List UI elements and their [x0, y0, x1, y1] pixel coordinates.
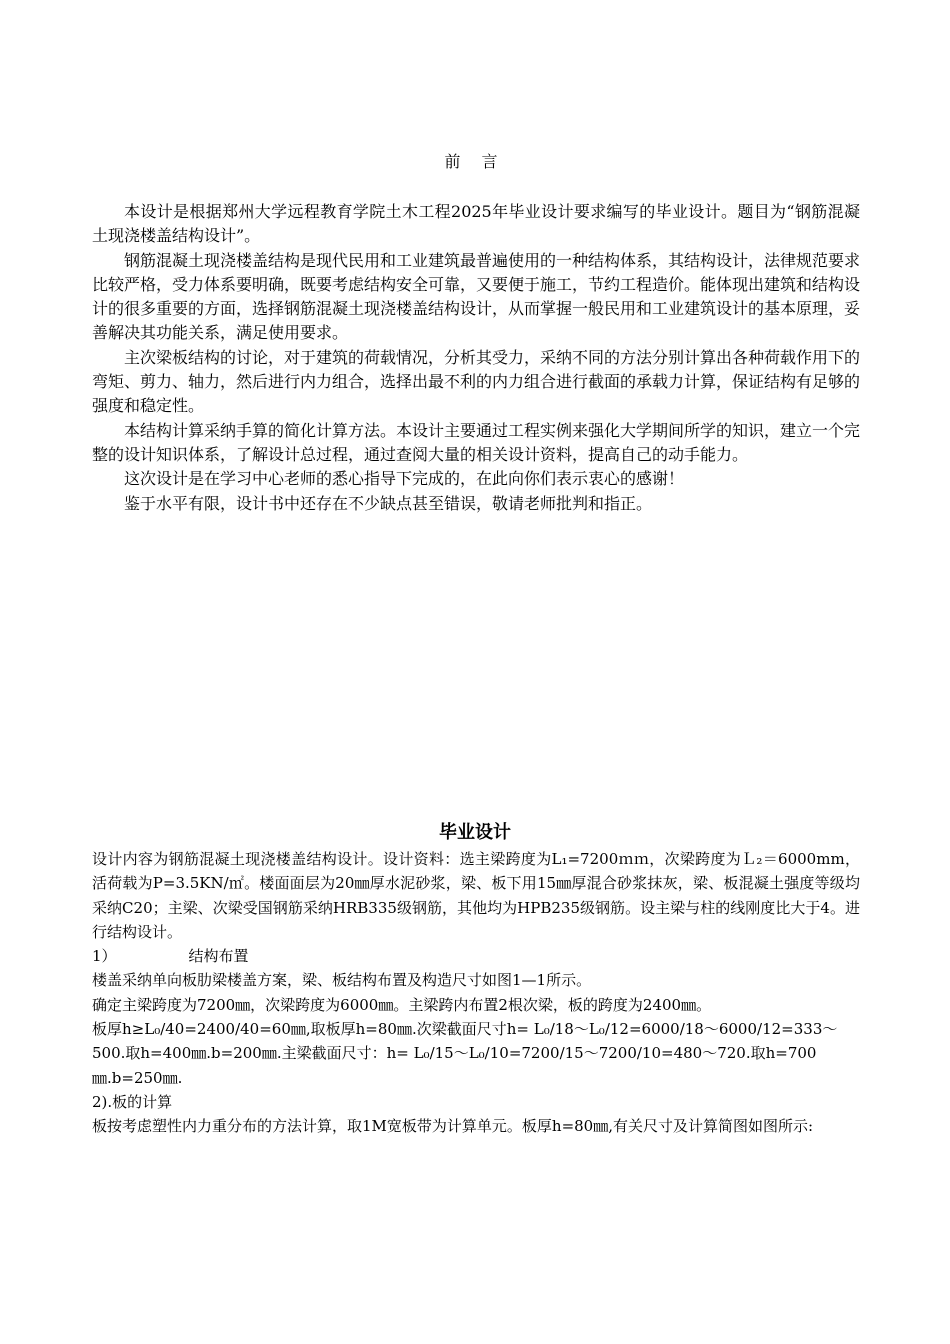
preface-body — [92, 200, 860, 516]
section-heading-structure — [92, 944, 860, 968]
preface-paragraph: 钢筋混凝土现浇楼盖结构是现代民用和工业建筑最普遍使用的一种结构体系，其结构设计，法律规范要求比较严格，受力体系要明确，既要考虑结构安全可靠，又要便于施工，节约工程造价。能体现出建筑和结构设计的很多重要的方面，选择钢筋混凝土现浇楼盖结构设计，从而掌握一般民用和工业建筑设计的基本原理，妥善解决其功能关系，满足使用要求。 — [92, 250, 861, 343]
preface-title: 前 言 — [444, 152, 506, 171]
section-title: 结构布置 — [188, 947, 249, 966]
span-text: 确定主梁跨度为7200㎜，次梁跨度为6000㎜。主梁跨内布置2根次梁，板的跨度为2400㎜。 — [92, 995, 712, 1014]
preface-paragraph: 本设计是根据郑州大学远程教育学院土木工程2025年毕业设计要求编写的毕业设计。题目为“钢筋混凝土现浇楼盖结构设计”。 — [92, 202, 860, 246]
design-intro: 设计内容为钢筋混凝土现浇楼盖结构设计。设计资料：选主梁跨度为L₁=7200ｍｍ，次梁跨度为Ｌ₂＝6000mm，活荷载为P=3.5KN/㎡。楼面面层为20㎜厚水泥砂浆，梁、板下用15㎜厚混合砂浆抹灰，梁、板混凝土强度等级均采纳C20；主梁、次梁受国钢筋采纳HRB335级钢筋，其他均为HPB235级钢筋。设主梁与柱的线刚度比大于4。进行结构设计。 — [92, 850, 860, 941]
preface-paragraph: 本结构计算采纳手算的简化计算方法。本设计主要通过工程实例来强化大学期间所学的知识，建立一个完整的设计知识体系，了解设计总过程，通过查阅大量的相关设计资料，提高自己的动手能力。 — [92, 420, 861, 464]
slab-text: 板按考虑塑性内力重分布的方法计算，取1M宽板带为计算单元。板厚h=80㎜,有关尺寸及计算简图如图所示: — [92, 1117, 814, 1136]
preface-paragraph: 这次设计是在学习中心老师的悉心指导下完成的，在此向你们表示衷心的感谢！ — [124, 469, 685, 489]
design-body — [92, 847, 860, 1139]
preface-paragraph: 鉴于水平有限，设计书中还存在不少缺点甚至错误，敬请老师批判和指正。 — [124, 493, 653, 513]
preface-paragraph: 主次梁板结构的讨论，对于建筑的荷载情况，分析其受力，采纳不同的方法分别计算出各种荷载作用下的弯矩、剪力、轴力，然后进行内力组合，选择出最不利的内力组合进行截面的承载力计算，保证结构有足够的强度和稳定性。 — [92, 347, 861, 416]
section-size-text: 板厚h≥L₀/40=2400/40=60㎜,取板厚h=80㎜.次梁截面尺寸h= L₀/18～L₀/12=6000/18～6000/12=333～500.取h=400㎜.b=200㎜.主梁截面尺寸：h= L₀/15～L₀/10=7200/15～7200/10=480～720.取h=700㎜.b=250㎜. — [92, 1020, 838, 1087]
section-number: 1） — [92, 947, 117, 966]
layout-text: 楼盖采纳单向板肋梁楼盖方案，梁、板结构布置及构造尺寸如图1—1所示。 — [92, 971, 592, 990]
design-title: 毕业设计 — [439, 822, 511, 843]
section-heading-slab: 2).板的计算 — [92, 1092, 173, 1111]
